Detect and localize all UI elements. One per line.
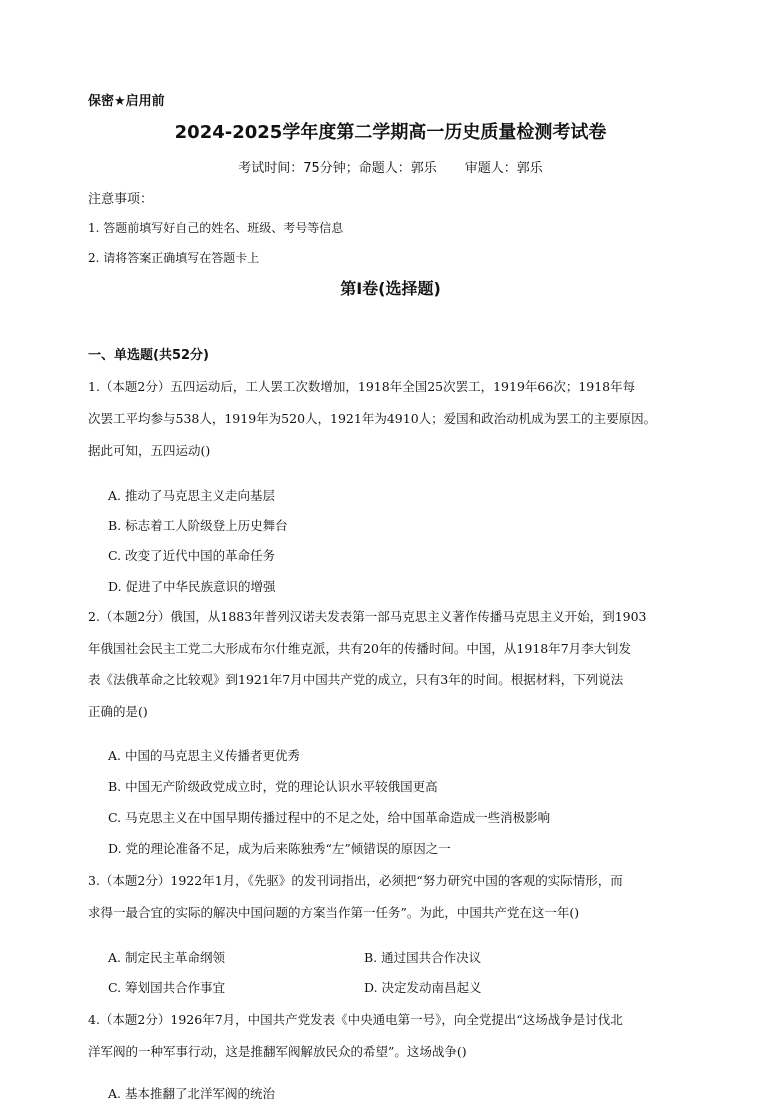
question-2-line: 2.（本题2分）俄国，从1883年普列汉诺夫发表第一部马克思主义著作传播马克思主义开始，到1903 bbox=[88, 609, 647, 624]
question-1-line: 次罢工平均参与538人，1919年为520人，1921年为4910人；爱国和政治动机成为罢工的主要原因。 bbox=[88, 411, 657, 426]
question-3-option-a[interactable]: A. 制定民主革命纲领 bbox=[108, 950, 225, 965]
section-title: 一、单选题(共52分) bbox=[88, 348, 209, 363]
question-2-line: 正确的是() bbox=[88, 704, 148, 719]
question-3-option-d[interactable]: D. 决定发动南昌起义 bbox=[364, 980, 482, 995]
question-1-line: 1.（本题2分）五四运动后，工人罢工次数增加，1918年全国25次罢工，1919年66次；1918年每 bbox=[88, 379, 636, 394]
question-4-line: 洋军阀的一种军事行动，这是推翻军阀解放民众的希望”。这场战争() bbox=[88, 1044, 467, 1059]
question-2-option-a[interactable]: A. 中国的马克思主义传播者更优秀 bbox=[108, 748, 300, 763]
exam-reviewer: 审题人：郭乐 bbox=[464, 161, 543, 176]
question-2-option-c[interactable]: C. 马克思主义在中国早期传播过程中的不足之处，给中国革命造成一些消极影响 bbox=[108, 810, 551, 825]
confidential-mark: 保密★启用前 bbox=[88, 94, 165, 109]
question-2-line: 年俄国社会民主工党二大形成布尔什维克派，共有20年的传播时间。中国，从1918年7月李大钊发 bbox=[88, 641, 632, 656]
question-1-option-c[interactable]: C. 改变了近代中国的革命任务 bbox=[108, 548, 276, 563]
question-3-line: 3.（本题2分）1922年1月，《先驱》的发刊词指出，必须把“努力研究中国的客观的实际情形，而 bbox=[88, 873, 623, 888]
exam-title: 2024-2025学年度第二学期高一历史质量检测考试卷 bbox=[174, 122, 607, 143]
question-2-option-d[interactable]: D. 党的理论准备不足，成为后来陈独秀“左”倾错误的原因之一 bbox=[108, 841, 451, 856]
notice-item: 2. 请将答案正确填写在答题卡上 bbox=[88, 251, 260, 265]
question-2-option-b[interactable]: B. 中国无产阶级政党成立时，党的理论认识水平较俄国更高 bbox=[108, 779, 438, 794]
question-3-option-b[interactable]: B. 通过国共合作决议 bbox=[364, 950, 482, 965]
question-1-line: 据此可知，五四运动() bbox=[88, 443, 211, 458]
notice-item: 1. 答题前填写好自己的姓名、班级、考号等信息 bbox=[88, 221, 344, 235]
exam-meta bbox=[0, 157, 781, 176]
question-4-option-a[interactable]: A. 基本推翻了北洋军阀的统治 bbox=[108, 1086, 275, 1101]
question-3-line: 求得一最合宜的实际的解决中国问题的方案当作第一任务”。为此，中国共产党在这一年() bbox=[88, 905, 580, 920]
question-1-option-b[interactable]: B. 标志着工人阶级登上历史舞台 bbox=[108, 518, 288, 533]
question-3-option-c[interactable]: C. 筹划国共合作事宜 bbox=[108, 980, 226, 995]
question-1-option-d[interactable]: D. 促进了中华民族意识的增强 bbox=[108, 579, 276, 594]
exam-time: 考试时间：75分钟；命题人：郭乐 bbox=[238, 161, 437, 176]
question-1-option-a[interactable]: A. 推动了马克思主义走向基层 bbox=[108, 488, 275, 503]
question-4-line: 4.（本题2分）1926年7月，中国共产党发表《中央通电第一号》，向全党提出“这场战争是讨伐北 bbox=[88, 1012, 623, 1027]
volume-title: 第I卷(选择题) bbox=[340, 279, 441, 298]
notice-heading: 注意事项： bbox=[88, 192, 154, 207]
question-2-line: 表《法俄革命之比较观》到1921年7月中国共产党的成立，只有3年的时间。根据材料，下列说法 bbox=[88, 672, 624, 687]
